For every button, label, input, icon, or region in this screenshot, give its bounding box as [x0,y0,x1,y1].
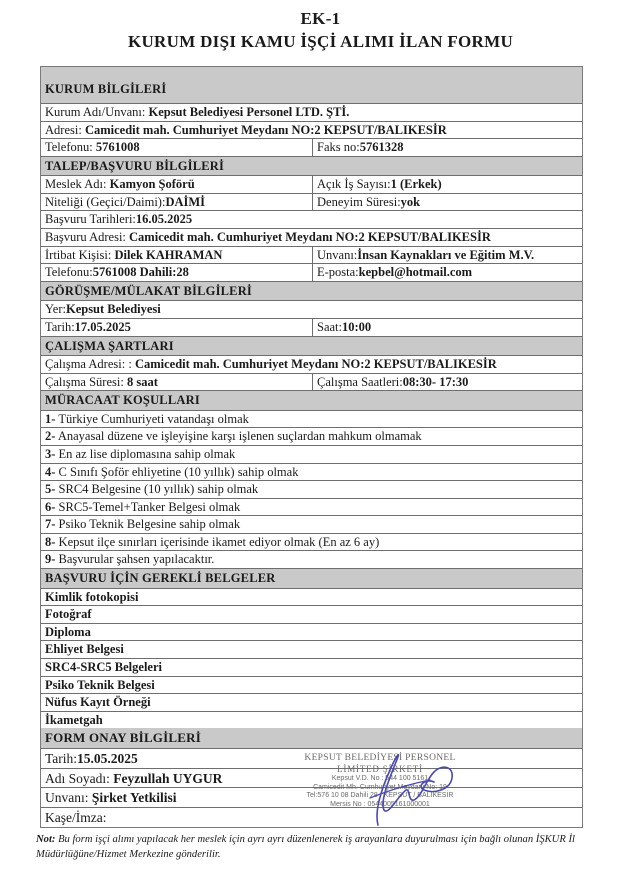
field-value: Feyzullah UYGUR [113,770,223,786]
institution-fax-field [313,139,582,156]
section-title: BAŞVURU İÇİN GEREKLİ BELGELER [45,571,276,586]
contact-email-field [313,264,582,281]
condition-item [41,445,582,463]
condition-number: 8- [45,534,56,549]
field-value: 10:00 [342,319,372,334]
condition-number: 2- [45,429,56,444]
institution-phone-row [41,138,582,156]
field-label: Unvanı: [45,790,92,806]
field-value: 1 (Erkek) [390,177,442,192]
interview-place-field [41,301,582,318]
condition-text [41,481,582,498]
field-value: Camicedit mah. Cumhuriyet Meydanı NO:2 KEPSUT/BALIKESİR [84,122,447,137]
section-header-request [41,156,582,176]
field-value: Dilek KAHRAMAN [114,247,223,262]
field-value: DAİMİ [165,194,206,209]
document-item [41,676,582,694]
approval-name-field [41,769,582,788]
approval-section [41,728,582,826]
approval-name-row [41,768,582,788]
section-title: MÜRACAAT KOŞULLARI [45,393,200,408]
field-label: Başvuru Adresi: [45,230,130,245]
condition-item [41,410,582,428]
condition-text [41,551,582,568]
condition-item [41,515,582,533]
document-label: Kimlik fotokopisi [45,589,139,604]
application-dates-row [41,210,582,228]
note-label: Not: [36,834,56,845]
field-label: Başvuru Tarihleri: [45,212,136,227]
interview-time-field [313,319,582,336]
condition-number: 9- [45,552,56,567]
condition-number: 4- [45,464,56,479]
field-value: Şirket Yetkilisi [91,790,177,806]
stamp-line: Camicedit Mh. Cumhuriyet Meydanı No: 19 [313,783,447,791]
job-posting-form [40,66,583,828]
openings-field [313,176,582,193]
document-item [41,658,582,676]
condition-text [41,428,582,445]
approval-date-field [41,749,582,768]
institution-address-field [41,122,582,139]
field-value: 8 saat [126,374,158,389]
field-value: 17.05.2025 [74,319,131,334]
approval-title-field [41,788,582,807]
field-label: Telefonu: [45,140,96,155]
contact-person-field [41,247,313,264]
condition-item [41,498,582,516]
application-address-field [41,229,582,246]
work-duration-field [41,374,313,391]
section-header-approval [41,728,582,748]
field-label: Tarih: [45,319,75,334]
condition-item [41,480,582,498]
condition-number: 6- [45,499,56,514]
institution-name-row [41,103,582,121]
footer-note [36,832,636,862]
stamp-line: Mersis No : 0544005161000001 [330,800,430,808]
condition-text [41,446,582,463]
contact-row [41,246,582,264]
document-item [41,623,582,641]
section-header-work-conditions [41,336,582,356]
document-item [41,605,582,623]
field-label: Yer: [45,302,66,317]
field-value: Camicedit mah. Cumhuriyet Meydanı NO:2 KEPSUT/BALIKESİR [134,357,497,372]
stamp-line: LİMİTED ŞİRKETİ [337,764,423,774]
work-time-row [41,373,582,391]
field-label: Adresi: [45,122,85,137]
document-item [41,640,582,658]
contact-title-field [313,247,582,264]
field-label: Telefonu: [45,265,93,280]
approval-stamp-row [41,807,582,827]
condition-label: Kepsut ilçe sınırları içerisinde ikamet ediyor olmak (En az 6 ay) [55,534,380,549]
field-value: Kepsut Belediyesi [65,302,161,317]
section-header-conditions [41,390,582,410]
form-title: KURUM DIŞI KAMU İŞÇİ ALIMI İLAN FORMU [127,32,514,51]
document-label: Fotoğraf [45,607,92,622]
condition-label: SRC4 Belgesine (10 yıllık) sahip olmak [55,482,259,497]
stamp-line: Kepsut V.D. No : 544 100 5161 [331,775,429,782]
field-value: 08:30- 17:30 [402,374,469,389]
condition-label: C Sınıfı Şoför ehliyetine (10 yıllık) sahip olmak [55,464,299,479]
condition-item [41,533,582,551]
field-label: Meslek Adı: [45,177,110,192]
institution-name-field [41,104,582,121]
condition-label: Başvurular şahsen yapılacaktır. [55,552,215,567]
condition-number: 3- [45,446,56,461]
condition-text [41,411,582,428]
field-label: Tarih: [45,750,78,766]
field-label: Çalışma Saatleri: [317,374,403,389]
interview-date-field [41,319,313,336]
work-address-field [41,356,582,373]
approval-date-row [41,748,582,768]
institution-phone-field [41,139,313,156]
condition-item [41,463,582,481]
occupation-field [41,176,313,193]
field-label: Çalışma Süresi: [45,374,127,389]
stamp-signature-label: Kaşe/İmza: [45,809,107,825]
document-item [41,711,582,729]
note-text: Bu form işçi alımı yapılacak her meslek için ayrı ayrı düzenlenerek iş arayanlara duyurulması için bağlı olunan İŞKUR İl Müdürlüğüne/Hizmet Merkezine gönderilir. [36,834,575,860]
contact-phone-row [41,263,582,281]
document-item [41,693,582,711]
field-label: E-posta: [317,265,359,280]
field-label: Çalışma Adresi: : [45,357,135,372]
field-value: 5761008 Dahili:28 [92,265,189,280]
stamp-line: KEPSUT BELEDİYESİ PERSONEL [304,753,456,763]
condition-number: 5- [45,482,56,497]
field-label: Niteliği (Geçici/Daimi): [45,194,166,209]
section-header-interview [41,281,582,301]
condition-item [41,427,582,445]
work-hours-field [313,374,582,391]
institution-address-row [41,121,582,139]
document-label: Psiko Teknik Belgesi [45,677,155,692]
contact-phone-field [41,264,313,281]
condition-text [41,534,582,551]
document-label: SRC4-SRC5 Belgeleri [45,659,162,674]
field-value: 16.05.2025 [135,212,193,227]
field-value: Kepsut Belediyesi Personel LTD. ŞTİ. [148,105,350,119]
section-header-institution [41,67,582,103]
section-title: FORM ONAY BİLGİLERİ [45,730,201,746]
nature-row [41,193,582,211]
work-address-row [41,355,582,373]
nature-field [41,194,313,211]
condition-number: 7- [45,517,56,532]
document-label: Ehliyet Belgesi [45,642,124,657]
field-label: Deneyim Süresi: [317,194,401,209]
field-value: Camicedit mah. Cumhuriyet Meydanı NO:2 KEPSUT/BALIKESİR [129,230,491,245]
field-label: Saat: [317,319,342,334]
application-dates-field [41,211,582,228]
condition-label: SRC5-Temel+Tanker Belgesi olmak [55,499,241,514]
condition-item [41,550,582,568]
email-link[interactable]: kepbel@hotmail.com [358,265,473,280]
annex-label: EK-1 [300,9,341,28]
field-label: Faks no: [317,140,360,155]
field-label: Kurum Adı/Unvanı: [45,105,149,119]
experience-field [313,194,582,211]
condition-text [41,516,582,533]
field-value: İnsan Kaynakları ve Eğitim M.V. [357,247,535,262]
condition-label: Psiko Teknik Belgesine sahip olmak [55,517,241,532]
approval-title-row [41,787,582,807]
field-value: 15.05.2025 [77,750,138,766]
document-item [41,588,582,606]
condition-text [41,464,582,481]
field-label: Unvanı: [317,247,358,262]
section-title: ÇALIŞMA ŞARTLARI [45,338,174,353]
interview-datetime-row [41,318,582,336]
section-title: GÖRÜŞME/MÜLAKAT BİLGİLERİ [45,283,253,298]
field-value: 5761008 [95,140,140,155]
condition-label: En az lise diplomasına sahip olmak [55,446,236,461]
field-label: İrtibat Kişisi: [45,247,115,262]
application-address-row [41,228,582,246]
occupation-row [41,175,582,193]
condition-number: 1- [45,411,56,426]
field-label: Açık İş Sayısı: [317,177,391,192]
section-header-documents [41,568,582,588]
condition-text [41,499,582,516]
section-title: KURUM BİLGİLERİ [45,82,167,96]
stamp-line: Tel:576 10 08 Dahili 28 / KEPSUT / BALIKESİR [306,792,454,799]
condition-label: Anayasal düzene ve işleyişine karşı işlenen suçlardan mahkum olmamak [55,429,422,444]
document-label: Nüfus Kayıt Örneği [45,695,151,710]
field-value: 5761328 [359,140,404,155]
condition-label: Türkiye Cumhuriyeti vatandaşı olmak [55,411,249,426]
document-label: Diploma [45,624,91,639]
section-title: TALEP/BAŞVURU BİLGİLERİ [45,158,225,173]
field-label: Adı Soyadı: [45,770,114,786]
interview-place-row [41,300,582,318]
document-title-block [0,8,641,54]
field-value: Kamyon Şoförü [109,177,195,192]
field-value: yok [400,194,421,209]
document-label: İkametgah [45,712,103,727]
